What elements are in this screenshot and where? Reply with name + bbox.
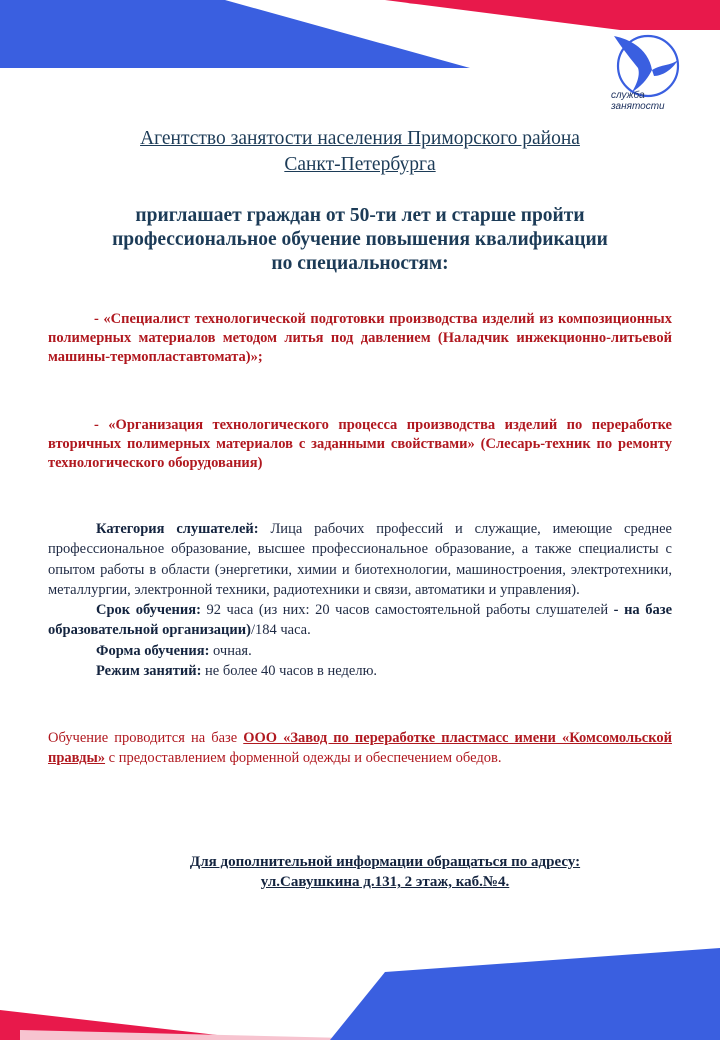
schedule-text: не более 40 часов в неделю. [201, 663, 378, 680]
specialty-item-1: - «Специалист технологической подготовки производства изделий из композиционных полимерных материалов методом литья под давлением (Наладчик инжекционно-литьевой машины-термопластавтомата)»; [48, 311, 672, 365]
form-paragraph [48, 641, 672, 661]
training-base-paragraph [48, 728, 672, 769]
duration-paragraph [48, 600, 672, 641]
organization-title [40, 126, 680, 178]
company-name: ООО «Завод по переработке пластмасс имени «Комсомольской правды» [48, 730, 672, 767]
schedule-label: Режим занятий: [96, 663, 202, 680]
course-details [48, 519, 672, 681]
contact-line-1: Для дополнительной информации обращаться по адресу: [189, 854, 581, 870]
logo-line-1: служба [611, 90, 645, 101]
training-base-prefix: Обучение проводится на базе [48, 730, 244, 746]
invitation-line-3: по специальностям: [271, 253, 449, 274]
invitation-line-1: приглашает граждан от 50-ти лет и старше пройти [135, 205, 585, 226]
duration-total: /184 часа. [250, 622, 311, 639]
category-label: Категория слушателей: [96, 521, 259, 537]
organization-title-line-2: Санкт-Петербурга [284, 154, 436, 175]
form-label: Форма обучения: [96, 642, 210, 659]
logo-text [611, 90, 691, 112]
duration-label: Срок обучения: [96, 602, 201, 619]
duration-bold-text: - на базе образовательной организации) [48, 602, 673, 639]
organization-title-line-1: Агентство занятости населения Приморского района [140, 128, 580, 149]
invitation-line-2: профессиональное обучение повышения квалификации [112, 229, 608, 250]
specialty-item-2: - «Организация технологического процесса производства изделий по переработке вторичных полимерных материалов с заданными свойствами» (Слесарь-техник по ремонту технологического оборудования) [48, 417, 672, 471]
duration-text: 92 часа (из них: 20 часов самостоятельной работы слушателей [200, 602, 609, 619]
top-blue-stripe [0, 0, 470, 68]
training-base-suffix: с предоставлением форменной одежды и обеспечением обедов. [105, 750, 502, 767]
form-text: очная. [209, 642, 252, 659]
invitation-heading [40, 204, 680, 276]
logo-line-2: занятости [611, 101, 665, 112]
category-paragraph [48, 519, 672, 600]
schedule-paragraph [48, 661, 672, 681]
contact-address: ул.Савушкина д.131, 2 этаж, каб.№4. [260, 874, 510, 890]
bottom-blue-stripe [330, 948, 720, 1040]
category-text: Лица рабочих профессий и служащие, имеющие среднее профессиональное образование, высшее профессиональное образование, а также специалисты с опытом работы в области (энергетики, химии и биотехнологии, машиностроения, электротехники, металлургии, электронной техники, радиотехники и связи, автоматики и управления). [48, 521, 672, 598]
contact-info [60, 852, 710, 892]
top-red-stripe [385, 0, 720, 30]
